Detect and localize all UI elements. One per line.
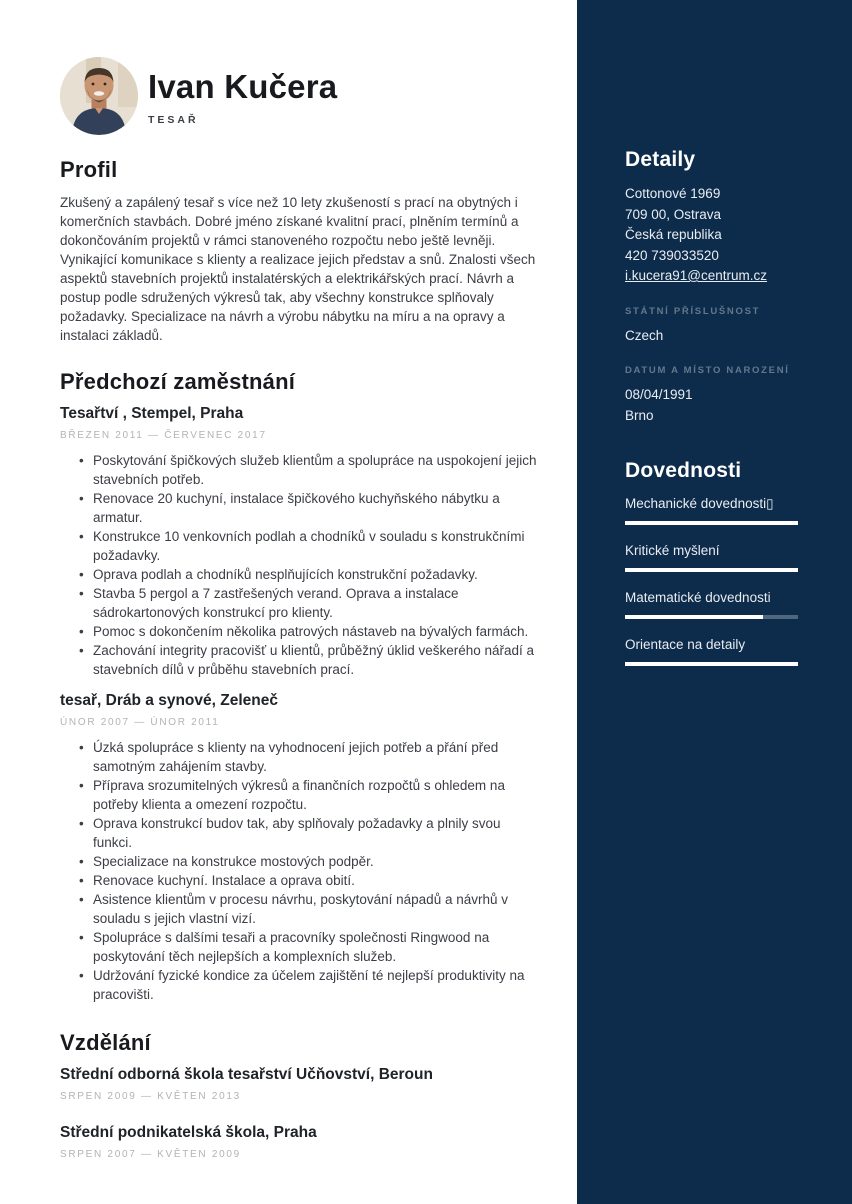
skill-label: Mechanické dovednosti▯ [625, 496, 774, 511]
details-heading: Detaily [625, 148, 696, 171]
skill-bar-fill [625, 615, 763, 619]
person-name: Ivan Kučera [148, 68, 338, 105]
birth-place: Brno [625, 407, 654, 423]
job-bullet: • Spolupráce s dalšími tesaři a pracovníky společnosti Ringwood na poskytování těch nejlepších a komplexních služeb. [93, 928, 543, 966]
skill-bar-track [625, 568, 798, 572]
header-text [148, 57, 337, 126]
skill-item [625, 589, 798, 619]
job-bullet: • Renovace 20 kuchyní, instalace špičkového kuchyňského nábytku a armatur. [93, 489, 543, 527]
job-entry [60, 405, 543, 679]
job-bullet-list [60, 738, 543, 1004]
address-line: Cottonové 1969 [625, 186, 721, 201]
job-bullet: • Renovace kuchyní. Instalace a oprava obití. [93, 871, 543, 890]
skill-bar-fill [625, 662, 798, 666]
skill-label: Kritické myšlení [625, 543, 720, 558]
education-entry [60, 1124, 543, 1160]
email-link[interactable]: i.kucera91@centrum.cz [625, 268, 768, 283]
main-column [60, 57, 543, 1182]
skill-bar-track [625, 662, 798, 666]
profile-text: Zkušený a zapálený tesař s více než 10 lety zkušeností s prací na obytných i komerčních stavbách. Dobré jméno získané kvalitní prací, plněním termínů a dokončováním projektů v rámci stanoveného rozpočtu nebo ještě levněji. Vynikající komunikace s klienty a realizace jejich představ a snů. Znalosti všech aspektů stavebních projektů instalatérských a elektrikářských prací. Návrh a postup podle sdružených výkresů tak, aby všechny konstrukce splňovaly požadavky. Specializace na návrh a výrobu nábytku na míru a na opravy a instalaci základů. [60, 195, 536, 343]
skill-bar-track [625, 521, 798, 525]
school-dates: SRPEN 2009 — KVĚTEN 2013 [60, 1091, 241, 1102]
skill-item [625, 636, 798, 666]
address-line: 709 00, Ostrava [625, 206, 722, 222]
phone-number: 420 739033520 [625, 247, 719, 263]
skill-label: Matematické dovednosti [625, 590, 771, 605]
job-bullet: • Pomoc s dokončením několika patrových nástaveb na bývalých farmách. [93, 622, 543, 641]
job-dates: ÚNOR 2007 — ÚNOR 2011 [60, 717, 220, 728]
school-title: Střední podnikatelská škola, Praha [60, 1124, 317, 1141]
skill-bar-fill [625, 521, 798, 525]
birth-date: 08/04/1991 [625, 387, 693, 402]
education-entry [60, 1066, 543, 1102]
profile-photo-illustration [60, 57, 138, 135]
job-bullet: • Udržování fyzické kondice za účelem zajištění té nejlepší produktivity na pracovišti. [93, 966, 543, 1004]
details-section [625, 148, 798, 426]
job-bullet: • Stavba 5 pergol a 7 zastřešených verand. Oprava a instalace sádrokartonových konstrukcí pro klienty. [93, 584, 543, 622]
profile-photo [60, 57, 138, 135]
job-bullet: • Poskytování špičkových služeb klientům a spolupráce na uspokojení jejich stavebních potřeb. [93, 451, 543, 489]
resume-header [60, 57, 543, 135]
skill-item [625, 542, 798, 572]
job-bullet: • Konstrukce 10 venkovních podlah a chodníků v souladu s konstrukčními požadavky. [93, 527, 543, 565]
nationality-value: Czech [625, 327, 664, 343]
job-bullet: • Zachování integrity pracovišť u klientů, průběžný úklid veškerého nářadí a stavebních dílů v průběhu stavebních prací. [93, 641, 543, 679]
skills-heading: Dovednosti [625, 459, 742, 482]
skills-section [625, 459, 798, 666]
skill-item [625, 495, 798, 525]
job-entry [60, 692, 543, 1004]
sidebar [577, 0, 852, 1204]
job-bullet: • Asistence klientům v procesu návrhu, poskytování nápadů a návrhů v souladu s jejich vlastní vizí. [93, 890, 543, 928]
employment-heading: Předchozí zaměstnání [60, 369, 296, 394]
profile-section [60, 157, 543, 345]
skill-bar-fill [625, 568, 798, 572]
job-bullet: • Oprava konstrukcí budov tak, aby splňovaly požadavky a plnily svou funkci. [93, 814, 543, 852]
person-job-title: TESAŘ [148, 113, 199, 126]
education-section [60, 1030, 543, 1160]
skill-bar-track [625, 615, 798, 619]
job-dates: BŘEZEN 2011 — ČERVENEC 2017 [60, 430, 267, 441]
job-bullet: • Příprava srozumitelných výkresů a finančních rozpočtů s ohledem na potřeby klienta a omezení rozpočtu. [93, 776, 543, 814]
job-title: tesař, Dráb a synové, Zeleneč [60, 692, 278, 709]
nationality-label: STÁTNÍ PŘÍSLUŠNOST [625, 305, 761, 317]
employment-section [60, 369, 543, 1004]
job-bullet: • Úzká spolupráce s klienty na vyhodnocení jejich potřeb a přání před samotným zahájením stavby. [93, 738, 543, 776]
job-title: Tesařtví , Stempel, Praha [60, 405, 244, 422]
profile-heading: Profil [60, 157, 118, 182]
skill-label: Orientace na detaily [625, 637, 746, 652]
school-title: Střední odborná škola tesařství Učňovství, Beroun [60, 1066, 433, 1083]
school-dates: SRPEN 2007 — KVĚTEN 2009 [60, 1149, 241, 1160]
birth-label: DATUM A MÍSTO NAROZENÍ [625, 365, 790, 376]
job-bullet: • Oprava podlah a chodníků nesplňujících konstrukční požadavky. [93, 565, 543, 584]
address-line: Česká republika [625, 227, 722, 242]
education-heading: Vzdělání [60, 1030, 151, 1055]
job-bullet-list [60, 451, 543, 679]
job-bullet: • Specializace na konstrukce mostových podpěr. [93, 852, 543, 871]
